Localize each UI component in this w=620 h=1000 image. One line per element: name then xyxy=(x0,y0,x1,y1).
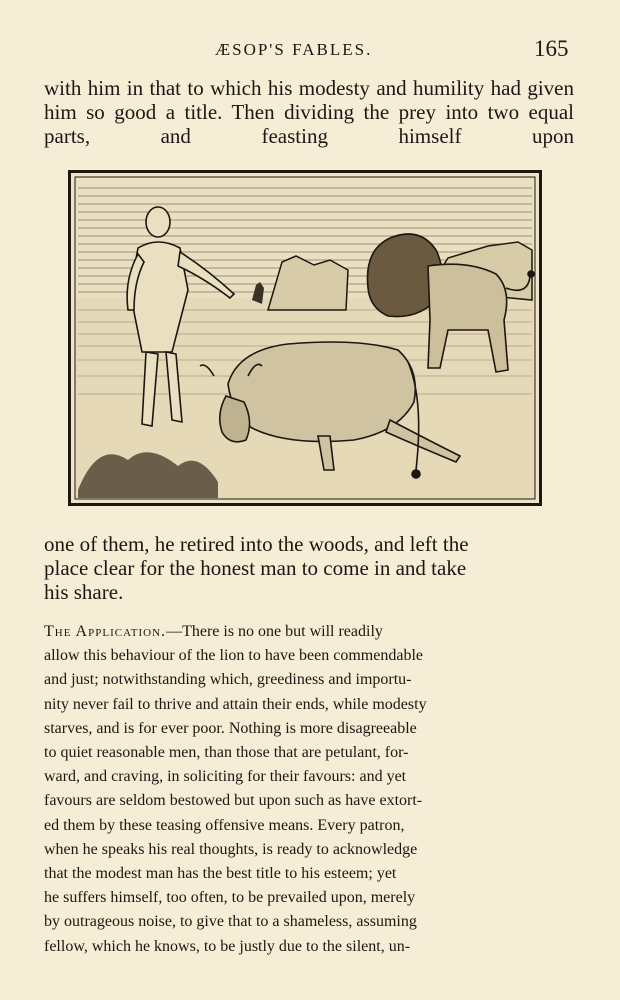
text-line: ward, and craving, in soliciting for their favours: and yet xyxy=(44,768,407,786)
top-paragraph xyxy=(44,76,574,148)
text-line: starves, and is for ever poor. Nothing is more disagreeable xyxy=(44,719,417,737)
text-line: with him in that to which his modesty and humility xyxy=(44,76,485,100)
text-line: ed them by these teasing offensive means. Every patron, xyxy=(44,816,405,834)
text-line: favours are seldom bestowed but upon such as have extort- xyxy=(44,792,423,810)
text-line xyxy=(44,620,574,644)
text-line: prey into two equal parts, and feasting himself upon xyxy=(44,100,575,148)
application-heading: The Application. xyxy=(44,623,167,640)
middle-paragraph xyxy=(44,532,574,604)
application-paragraph xyxy=(44,620,574,959)
text-line: nity never fail to thrive and attain their ends, while modesty xyxy=(44,695,427,713)
text-line: by outrageous noise, to give that to a shameless, assuming xyxy=(44,913,417,931)
woodcut-illustration xyxy=(68,170,542,506)
running-title: ÆSOP'S FABLES. xyxy=(215,40,373,59)
text-line: to quiet reasonable men, than those that are petulant, for- xyxy=(44,744,409,762)
woodcut-lion-bull-man-icon xyxy=(68,170,542,506)
page-number: 165 xyxy=(534,36,569,61)
text-line: when he speaks his real thoughts, is ready to acknowledge xyxy=(44,840,418,858)
running-head xyxy=(0,36,620,66)
text-line: had given him so good a title. Then dividing the xyxy=(44,76,574,124)
text-line: that the modest man has the best title to his esteem; yet xyxy=(44,865,397,883)
text-line: he suffers himself, too often, to be prevailed upon, merely xyxy=(44,889,416,907)
text-line: place clear for the honest man to come in and take xyxy=(44,556,467,580)
application-first-line: —There is no one but will readily xyxy=(166,623,383,640)
text-line: one of them, he retired into the woods, and left the xyxy=(44,532,469,556)
text-line: his share. xyxy=(44,580,124,604)
text-line: allow this behaviour of the lion to have been commendable xyxy=(44,647,423,665)
text-line: fellow, which he knows, to be justly due to the silent, un- xyxy=(44,937,411,955)
text-line: and just; notwithstanding which, greediness and importu- xyxy=(44,671,412,689)
